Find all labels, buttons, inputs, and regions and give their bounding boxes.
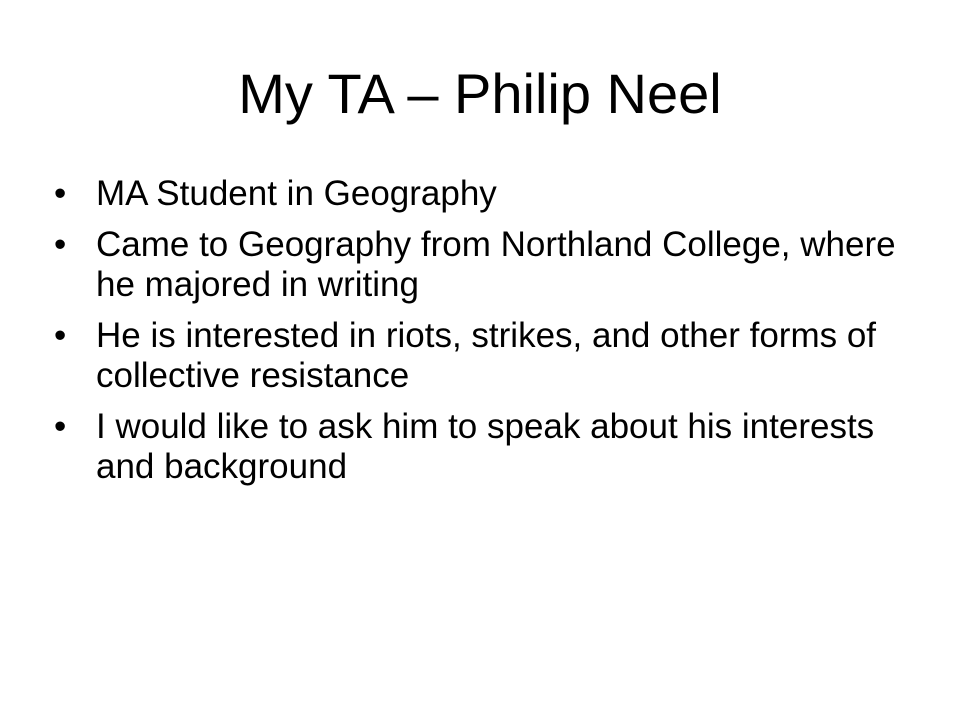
bullet-text: I would like to ask him to speak about his interests and background bbox=[96, 407, 875, 486]
bullet-list bbox=[54, 174, 904, 498]
bullet-icon: • bbox=[54, 174, 67, 213]
bullet-item bbox=[54, 316, 904, 396]
bullet-item bbox=[54, 174, 904, 214]
bullet-text: MA Student in Geography bbox=[96, 174, 497, 213]
bullet-item bbox=[54, 407, 904, 487]
bullet-icon: • bbox=[54, 407, 67, 446]
bullet-text: Came to Geography from Northland College, where he majored in writing bbox=[96, 225, 896, 304]
bullet-icon: • bbox=[54, 225, 67, 264]
bullet-icon: • bbox=[54, 316, 67, 355]
bullet-text: He is interested in riots, strikes, and other forms of collective resistance bbox=[96, 316, 877, 395]
bullet-item bbox=[54, 225, 904, 305]
slide-title: My TA – Philip Neel bbox=[238, 62, 722, 125]
